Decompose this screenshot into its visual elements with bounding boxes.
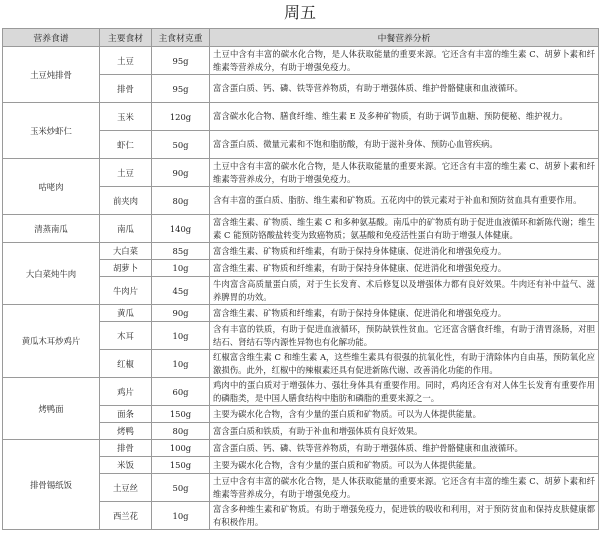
weight: 10g [152,260,210,277]
analysis: 主要为碳水化合物，含有少量的蛋白质和矿物质。可以为人体提供能量。 [210,406,599,423]
weight: 45g [152,277,210,305]
analysis: 富含维生素、矿物质和纤维素，有助于保持身体健康、促进消化和增强免疫力。 [210,243,599,260]
dish-name: 黄瓜木耳炒鸡片 [3,305,100,378]
ingredient: 虾仁 [100,131,152,159]
analysis: 富含维生素、矿物质和纤维素，有助于保持身体健康、促进消化和增强免疫力。 [210,305,599,322]
analysis: 红椒富含维生素 C 和维生素 A，这些维生素具有很强的抗氧化性，有助于清除体内自由基，预防氧化应激损伤。此外，红椒中的辣椒素还具有促进新陈代谢、改善消化功能的作用。 [210,350,599,378]
weight: 140g [152,215,210,243]
header-analysis: 中餐营养分析 [210,29,599,47]
weight: 90g [152,305,210,322]
ingredient: 大白菜 [100,243,152,260]
weight: 10g [152,502,210,530]
ingredient: 面条 [100,406,152,423]
table-row [3,305,599,322]
weight: 50g [152,474,210,502]
dish-name: 土豆炖排骨 [3,47,100,103]
weight: 80g [152,423,210,440]
analysis: 富含蛋白质和铁质，有助于补血和增强体质有良好效果。 [210,423,599,440]
weight: 120g [152,103,210,131]
weight: 150g [152,457,210,474]
analysis: 鸡肉中的蛋白质对于增强体力、强壮身体具有重要作用。同时，鸡肉还含有对人体生长发育有重要作用的磷脂类，是中国人膳食结构中脂肪和磷脂的重要来源之一。 [210,378,599,406]
ingredient: 胡萝卜 [100,260,152,277]
weight: 95g [152,47,210,75]
header-ingredient: 主要食材 [100,29,152,47]
analysis: 含有丰富的铁质，有助于促进血液循环，预防缺铁性贫血。它还富含膳食纤维，有助于清胃涤肠，对胆结石、肾结石等内源性异物也有化解功能。 [210,322,599,350]
table-row [3,440,599,457]
table-row [3,243,599,260]
page-title: 周五 [283,3,316,22]
weight: 10g [152,350,210,378]
ingredient: 玉米 [100,103,152,131]
ingredient: 土豆 [100,47,152,75]
analysis: 含有丰富的蛋白质、脂肪、维生素和矿物质。五花肉中的铁元素对于补血和预防贫血具有重要作用。 [210,187,599,215]
dish-name: 大白菜炖牛肉 [3,243,100,305]
ingredient: 牛肉片 [100,277,152,305]
table-row [3,47,599,75]
analysis: 土豆中含有丰富的碳水化合物，是人体获取能量的重要来源。它还含有丰富的维生素 C、胡萝卜素和纤维素等营养成分，有助于增强免疫力。 [210,474,599,502]
ingredient: 土豆 [100,159,152,187]
dish-name: 排骨锡纸饭 [3,440,100,530]
weight: 100g [152,440,210,457]
header-weight: 主食材克重 [152,29,210,47]
ingredient: 黄瓜 [100,305,152,322]
analysis: 土豆中含有丰富的碳水化合物，是人体获取能量的重要来源。它还含有丰富的维生素 C、胡萝卜素和纤维素等营养成分，有助于增强免疫力。 [210,159,599,187]
analysis: 富含蛋白质、钙、磷、铁等营养物质，有助于增强体质、维护骨骼健康和血液循环。 [210,440,599,457]
table-row [3,378,599,406]
ingredient: 鸡片 [100,378,152,406]
table-row [3,159,599,187]
ingredient: 红椒 [100,350,152,378]
table-row [3,103,599,131]
analysis: 富含碳水化合物、膳食纤维、维生素 E 及多种矿物质，有助于调节血糖、预防便秘、维护视力。 [210,103,599,131]
weight: 95g [152,75,210,103]
menu-table [2,28,599,530]
ingredient: 前夹肉 [100,187,152,215]
analysis: 主要为碳水化合物，含有少量的蛋白质和矿物质。可以为人体提供能量。 [210,457,599,474]
table-row [3,215,599,243]
ingredient: 西兰花 [100,502,152,530]
table-header-row [3,29,599,47]
ingredient: 土豆丝 [100,474,152,502]
weight: 10g [152,322,210,350]
weight: 85g [152,243,210,260]
analysis: 富含维生素、矿物质、维生素 C 和多种氨基酸。南瓜中的矿物质有助于促进血液循环和新陈代谢；维生素 C 能预防铬酸盐转变为致癌物质；氨基酸和免疫活性蛋白有助于增强人体健康。 [210,215,599,243]
dish-name: 咕咾肉 [3,159,100,215]
ingredient: 南瓜 [100,215,152,243]
ingredient: 烤鸭 [100,423,152,440]
ingredient: 米饭 [100,457,152,474]
weight: 80g [152,187,210,215]
weight: 60g [152,378,210,406]
dish-name: 清蒸南瓜 [3,215,100,243]
dish-name: 烤鸭面 [3,378,100,440]
weight: 50g [152,131,210,159]
weight: 90g [152,159,210,187]
dish-name: 玉米炒虾仁 [3,103,100,159]
analysis: 牛肉富含高质量蛋白质，对于生长发育、术后修复以及增强体力都有良好效果。牛肉还有补中益气、滋养脾胃的功效。 [210,277,599,305]
analysis: 富含多种维生素和矿物质。有助于增强免疫力，促进铁的吸收和利用，对于预防贫血和保持皮肤健康都有积极作用。 [210,502,599,530]
ingredient: 排骨 [100,440,152,457]
analysis: 土豆中含有丰富的碳水化合物，是人体获取能量的重要来源。它还含有丰富的维生素 C、胡萝卜素和纤维素等营养成分，有助于增强免疫力。 [210,47,599,75]
weight: 150g [152,406,210,423]
analysis: 富含维生素、矿物质和纤维素，有助于保持身体健康、促进消化和增强免疫力。 [210,260,599,277]
header-dish: 营养食谱 [3,29,100,47]
analysis: 富含蛋白质、微量元素和不饱和脂肪酸，有助于滋补身体、预防心血管疾病。 [210,131,599,159]
analysis: 富含蛋白质、钙、磷、铁等营养物质，有助于增强体质、维护骨骼健康和血液循环。 [210,75,599,103]
ingredient: 木耳 [100,322,152,350]
ingredient: 排骨 [100,75,152,103]
